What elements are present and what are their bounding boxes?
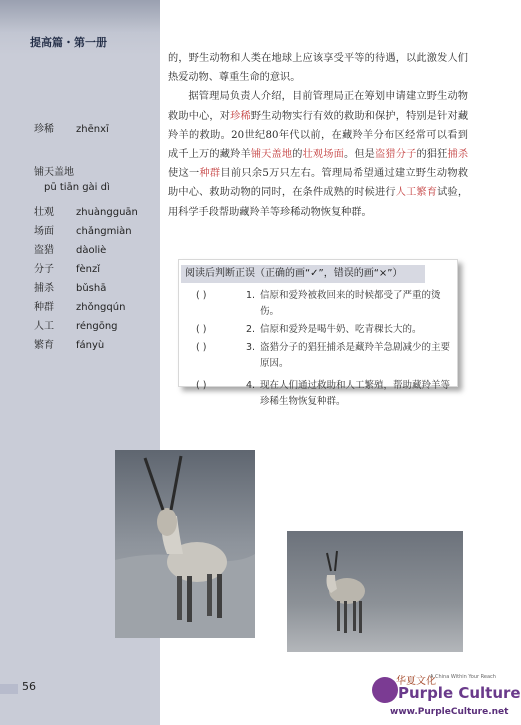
vocab-item <box>34 279 106 294</box>
vocab-word: 盗猎 <box>34 245 54 256</box>
vocab-word: 种群 <box>34 302 54 313</box>
vocab-word: 繁育 <box>34 340 54 351</box>
answer-blank[interactable]: ( ) <box>196 380 207 391</box>
vocab-word: 壮观 <box>34 207 54 218</box>
vocab-item <box>34 260 100 275</box>
answer-blank[interactable]: ( ) <box>196 342 207 353</box>
highlighted-term: 种群 <box>199 168 221 180</box>
vocab-pinyin: pū tiān gài dì <box>44 182 110 193</box>
vocab-pinyin: réngōng <box>76 321 118 332</box>
vocab-pinyin: zhēnxī <box>76 124 109 135</box>
vocab-word: 人工 <box>34 321 54 332</box>
paragraph: 的，野生动物和人类在地球上应该享受平等的待遇，以此激发人们热爱动物、尊重生命的意识。 <box>168 53 468 84</box>
vocab-item <box>34 241 106 256</box>
vocab-item <box>34 163 110 193</box>
vocab-word: 铺天盖地 <box>34 167 74 178</box>
main-text <box>168 49 468 222</box>
vocab-item <box>34 222 132 237</box>
page-header-title: 提高篇・第一册 <box>30 36 107 49</box>
quiz-number: 1. <box>246 290 256 301</box>
highlighted-term: 捕杀 <box>447 149 469 161</box>
quiz-statement: 现在人们通过救助和人工繁殖，帮助藏羚羊等珍稀生物恢复种群。 <box>260 380 451 407</box>
answer-blank[interactable]: ( ) <box>196 324 207 335</box>
page-number: 56 <box>22 680 36 693</box>
antelope-photo-left <box>115 450 255 638</box>
vocab-pinyin: fènzǐ <box>76 264 101 275</box>
vocab-item <box>34 317 118 332</box>
vocab-pinyin: dàoliè <box>76 245 107 256</box>
vocab-pinyin: bǔshā <box>76 283 107 294</box>
antelope-standing-image <box>115 450 255 638</box>
quiz-number: 2. <box>246 324 256 335</box>
quiz-number: 4. <box>246 380 256 391</box>
vocab-item <box>34 298 125 313</box>
vocab-item <box>34 203 138 218</box>
vocab-item <box>34 120 109 135</box>
vocab-item <box>34 336 104 351</box>
antelope-walking-image <box>287 531 463 652</box>
vocab-word: 分子 <box>34 264 54 275</box>
antelope-photo-right <box>287 531 463 652</box>
highlighted-term: 铺天盖地 <box>250 149 293 161</box>
purple-culture-logo-icon <box>372 677 398 703</box>
vocab-pinyin: fányù <box>76 340 105 351</box>
highlighted-term: 人工繁育 <box>395 187 438 199</box>
vocab-word: 珍稀 <box>34 124 54 135</box>
vocab-pinyin: chǎngmiàn <box>76 226 132 237</box>
watermark-brand: Purple Culture <box>398 684 521 702</box>
highlighted-term: 壮观场面 <box>302 149 344 161</box>
page-number-bar <box>0 684 18 694</box>
quiz-statement: 盗猎分子的猖狂捕杀是藏羚羊急剧减少的主要原因。 <box>260 342 451 369</box>
watermark-tagline: A China Within Your Reach <box>430 674 496 680</box>
highlighted-term: 珍稀 <box>230 110 251 122</box>
paragraph: 据管理局负责人介绍，目前管理局正在筹划申请建立野生动物救助中心，对珍稀野生动物实行有效的救助和保护，特别是针对藏羚羊的救助。20世纪80年代以前，在藏羚羊分布区经常可以看到成千上万的藏羚羊铺天盖地的壮观场面。但是盗猎分子的猖狂捕杀使这一种群目前只余5万只左右。管理局希望通过建立野生动物救助中心、救助动物的同时，在条件成熟的时候进行人工繁育试验，用科学手段帮助藏羚羊等珍稀动物恢复种群。 <box>168 91 469 218</box>
vocab-pinyin: zhuàngguān <box>76 207 138 218</box>
highlighted-term: 盗猎分子 <box>375 149 417 161</box>
quiz-title: 阅读后判断正误（正确的画“✓”，错误的画“×”） <box>181 265 425 283</box>
quiz-number: 3. <box>246 342 256 353</box>
watermark <box>372 672 521 725</box>
quiz-statement: 信原和爱羚是喝牛奶、吃青稞长大的。 <box>260 324 422 335</box>
watermark-url: www.PurpleCulture.net <box>390 707 509 717</box>
vocab-word: 捕杀 <box>34 283 54 294</box>
quiz-statement: 信原和爱羚被救回来的时候都受了严重的烫伤。 <box>260 290 441 317</box>
vocab-word: 场面 <box>34 226 54 237</box>
watermark-chinese: 华夏文化 <box>396 676 436 687</box>
answer-blank[interactable]: ( ) <box>196 290 207 301</box>
vocab-pinyin: zhǒngqún <box>76 302 126 313</box>
